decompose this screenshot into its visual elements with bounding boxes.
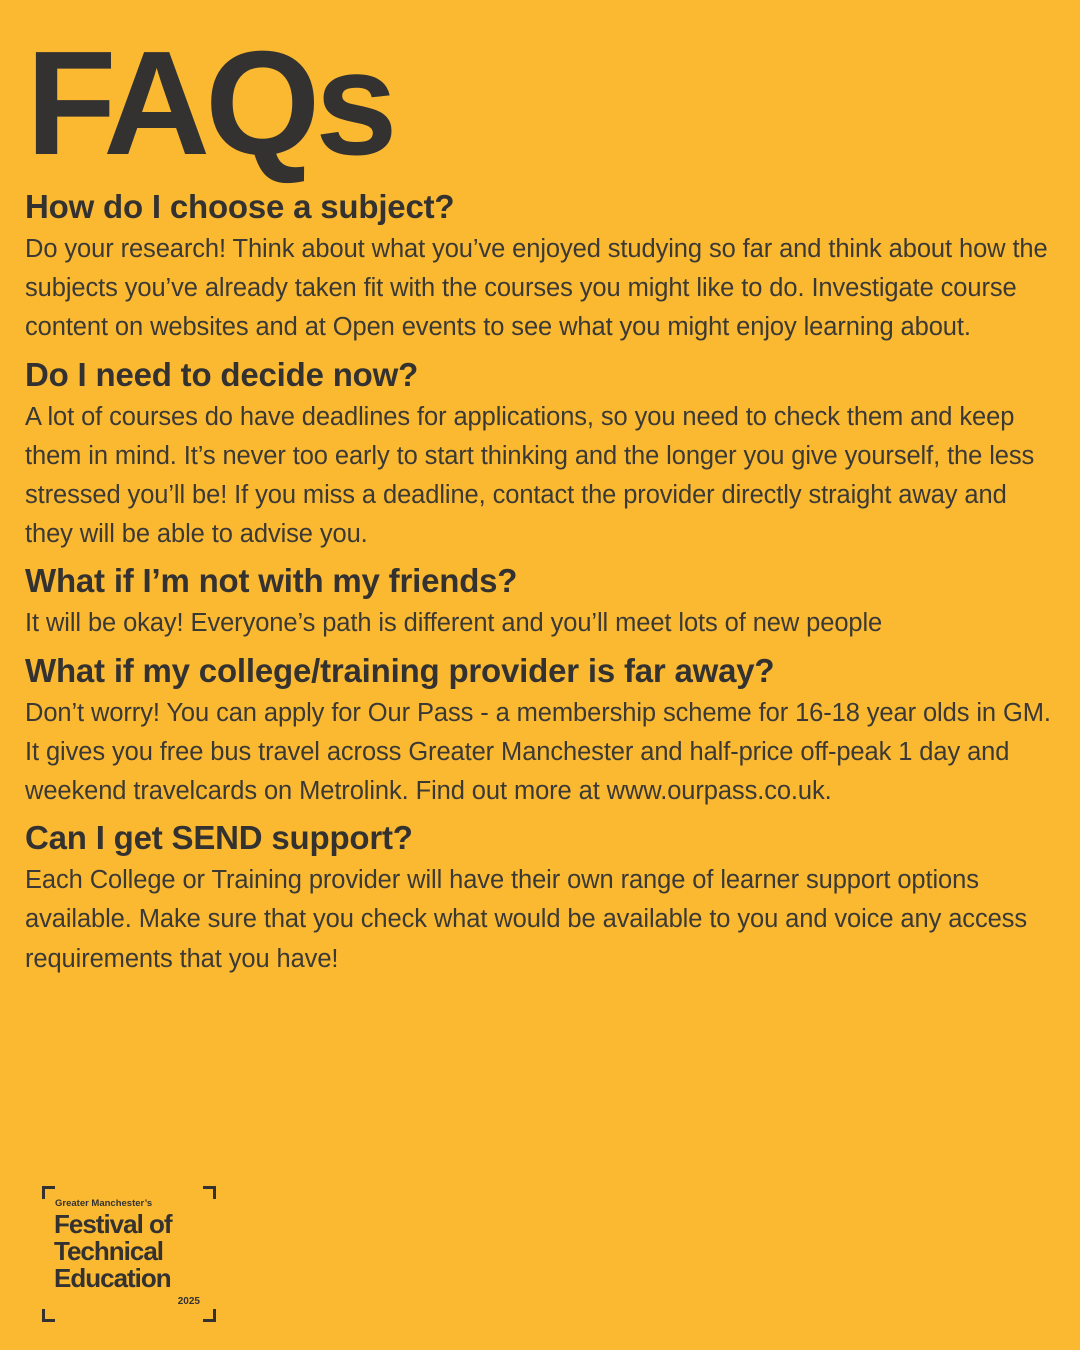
logo-line-education: Education [54,1263,171,1293]
faq-item [25,648,1055,812]
faq-answer: Don’t worry! You can apply for Our Pass - a membership scheme for 16-18 year olds in GM. It gives you free bus travel across Greater Manchester and half-price off-peak 1 day and weekend travelcards on Metrolink. Find out more at www.ourpass.co.uk. [25,698,1051,806]
faq-answer: Do your research! Think about what you’ve enjoyed studying so far and think about how the subjects you’ve already taken fit with the courses you might like to do. Investigate course content on websites and at Open events to see what you might enjoy learning about. [25,235,1048,342]
logo-line-festival: Festival of [54,1209,172,1239]
faq-question: Do I need to decide now? [25,355,419,393]
logo-corner-bottom-left [42,1309,55,1322]
faq-item [25,184,1055,348]
festival-logo [42,1186,216,1322]
logo-line-technical: Technical [54,1236,164,1266]
logo-subtitle: Greater Manchester’s [55,1198,153,1209]
faq-answer: Each College or Training provider will have their own range of learner support options available. Make sure that you check what would be available to you and voice any access requirements that you have! [25,866,1027,973]
logo-corner-bottom-right [203,1309,216,1322]
faq-question: What if I’m not with my friends? [25,562,518,600]
faq-answer: It will be okay! Everyone’s path is different and you’ll meet lots of new people [25,609,883,638]
logo-corner-top-left [42,1186,55,1199]
faq-question: What if my college/training provider is far away? [25,651,775,689]
page-title: FAQs [26,21,393,186]
faq-item [25,815,1055,979]
faq-item [25,352,1055,555]
faq-question: Can I get SEND support? [25,819,413,857]
faq-item [25,558,1055,643]
faq-answer: A lot of courses do have deadlines for applications, so you need to check them and keep them in mind. It’s never too early to start thinking and the longer you give yourself, the less stressed you’ll be! If you miss a deadline, contact the provider directly straight away and they will be able to advise you. [25,402,1035,549]
logo-corner-top-right [203,1186,216,1199]
logo-year: 2025 [177,1296,200,1307]
faq-question: How do I choose a subject? [25,188,455,225]
faq-list [25,184,1055,983]
